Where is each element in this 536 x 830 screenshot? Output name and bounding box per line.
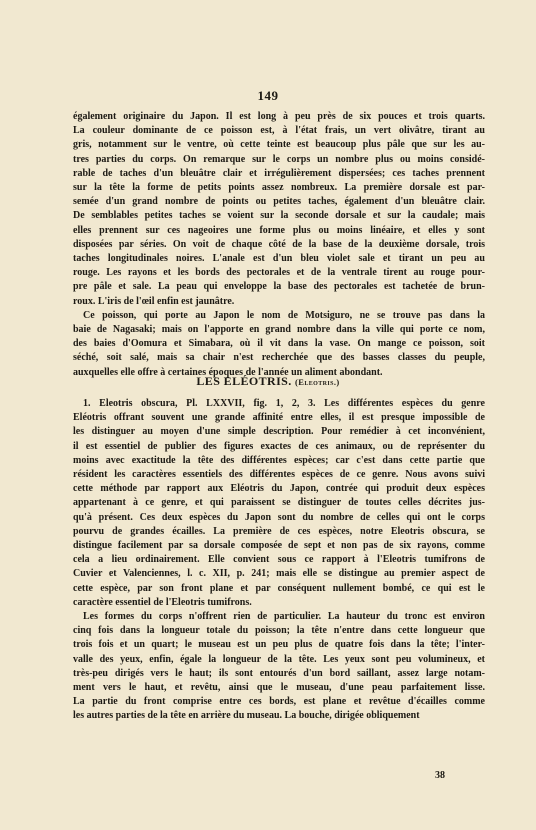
- text-line: rouge. Les rayons et les bords des pectorales et de la ventrale tirent au rouge pour-: [73, 267, 485, 279]
- signature-mark: 38: [435, 770, 445, 781]
- text-line: résident les caractères essentiels des différentes espèces de ce genre. Nous avons suivi: [73, 469, 485, 481]
- text-line: cela a lieu ordinairement. Elle convient sous ce rapport à l'Eleotris tumifrons de: [73, 554, 485, 566]
- text-line: moins avec exactitude la tête des différentes espèces; car c'est dans cette partie que: [73, 454, 485, 466]
- paragraph-1: [73, 110, 485, 309]
- text-line: les autres parties de la tête en arrière du museau. La bouche, dirigée obliquement: [73, 710, 420, 722]
- text-line: pre pâle et sale. La peau qui enveloppe la base des pectorales est tachetée de brun-: [73, 281, 485, 293]
- text-line: 1. Eleotris obscura, Pl. LXXVII, fig. 1, 2, 3. Les différentes espèces du genre: [83, 398, 485, 409]
- text-line: roux. L'iris de l'œil enfin est jaunâtre.: [73, 295, 235, 307]
- text-line: La couleur dominante de ce poisson est, à l'état frais, un vert olivâtre, tirant au: [73, 125, 485, 137]
- text-line: elles prennent sur ces nageoires une forme plus ou moins linéaire, et elles y sont: [73, 224, 485, 236]
- text-line: semée d'un grand nombre de points ou petites taches, également d'un bleuâtre clair.: [73, 196, 485, 208]
- text-line: gris, notamment sur le ventre, où cette teinte est beaucoup plus pâle que sur les au-: [73, 139, 485, 151]
- text-line: séché, soit salé, mais sa chair n'est recherchée que des basses classes du peuple,: [73, 352, 485, 364]
- text-line: sur la tête la forme de petits points assez nombreux. La première dorsale est par-: [73, 182, 485, 194]
- text-line: Ce poisson, qui porte au Japon le nom de Motsiguro, ne se trouve pas dans la: [83, 309, 485, 321]
- text-block-bottom: [73, 397, 485, 724]
- paragraph-4: [73, 610, 485, 724]
- text-line: des baies d'Oomura et Simabara, où il vit dans la vase. On mange ce poisson, soit: [73, 338, 485, 350]
- text-line: cinq fois dans la longueur totale du poisson; la tête n'entre dans cette longueur que: [73, 625, 485, 637]
- text-line: rable de taches d'un bleuâtre clair et irrégulièrement dispersées; ces taches prennent: [73, 167, 485, 179]
- text-line: également originaire du Japon. Il est long à peu près de six pouces et trois quarts.: [73, 111, 485, 122]
- text-line: tres parties du corps. On remarque sur le corps un nombre plus ou moins considé-: [73, 153, 485, 165]
- text-line: appartenant à ce genre, et qui paraissent se distinguer de toutes celles décrites jus-: [73, 497, 485, 509]
- section-heading: [0, 374, 536, 389]
- text-line: La partie du front comprise entre ces bords, est plane et revêtue d'écailles comme: [73, 696, 485, 708]
- text-line: taches longitudinales noires. L'anale est d'un bleu violet sale et tirant un peu au: [73, 253, 485, 265]
- paragraph-2: [73, 309, 485, 380]
- text-line: très-peu dirigés vers le haut; ils sont entourés d'un bord saillant, assez large notam-: [73, 667, 485, 679]
- text-line: trois fois et un quart; le museau est un peu plus de quatre fois dans la tête; l'inter-: [73, 639, 485, 651]
- text-line: valle des yeux, enfin, égale la longueur de la tête. Les yeux sont peu volumineux, et: [73, 653, 485, 665]
- text-block-top: [73, 110, 485, 380]
- text-line: qu'à présent. Ces deux espèces du Japon sont du nombre de celles qui ont le corps: [73, 511, 485, 523]
- section-subtitle: (Eleotris.): [295, 377, 340, 387]
- text-line: Cuvier et Valenciennes, l. c. XII, p. 241; mais elle se distingue au premier aspect de: [73, 568, 485, 580]
- text-line: les distinguer au moyen d'une simple description. Pour remédier à cet inconvénient,: [73, 426, 485, 438]
- text-line: cette méthode par rapport aux Eléotris du Japon, contrée qui produit deux espèces: [73, 483, 485, 495]
- section-title: LES ELÉOTRIS.: [196, 374, 292, 388]
- text-line: pourvu de grandes écailles. La première de ces espèces, notre Eleotris obscura, se: [73, 525, 485, 537]
- text-line: cette espèce, par son front plane et par conséquent nullement bombé, ce qui est le: [73, 582, 485, 594]
- text-line: distingue facilement par sa dorsale composée de sept et non pas de six rayons, comme: [73, 540, 485, 552]
- text-line: Eléotris offrant souvent une grande affinité entre elles, il est presque impossible de: [73, 412, 485, 424]
- paragraph-3: [73, 397, 485, 610]
- text-line: il est essentiel de publier des figures exactes de ces animaux, ou de représenter du: [73, 440, 485, 452]
- text-line: ment vers le haut, et revêtu, ainsi que le museau, d'une peau parfaitement lisse.: [73, 682, 485, 694]
- text-line: De semblables petites taches se voient sur la seconde dorsale et sur la caudale; mais: [73, 210, 485, 222]
- text-line: disposées par séries. On voit de chaque côté de la base de la deuxième dorsale, trois: [73, 238, 485, 250]
- text-line: auxquelles elle offre à certaines époques de l'année un aliment abondant.: [73, 366, 383, 378]
- text-line: baie de Nagasaki; mais on l'apporte en grand nombre dans la ville qui porte ce nom,: [73, 324, 485, 336]
- page-number: 149: [257, 88, 279, 103]
- text-line: Les formes du corps n'offrent rien de particulier. La hauteur du tronc est environ: [83, 611, 485, 623]
- text-line: caractère essentiel de l'Eleotris tumifrons.: [73, 596, 252, 608]
